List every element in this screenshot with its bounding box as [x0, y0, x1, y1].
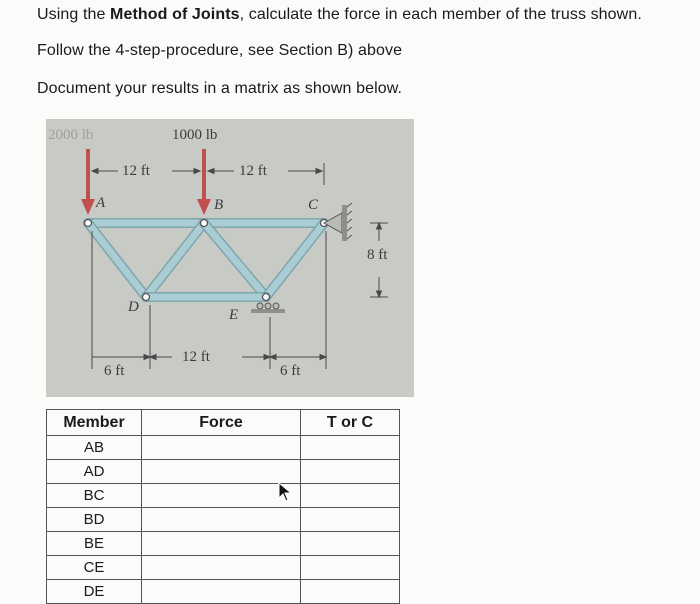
joint-d — [143, 294, 150, 301]
load-arrow-a — [81, 149, 95, 215]
t-or-c-cell[interactable] — [301, 556, 400, 580]
dim-label-bottom-left: 6 ft — [104, 363, 125, 379]
member-cell: BE — [47, 532, 142, 556]
member-cell: BC — [47, 484, 142, 508]
table-row — [47, 460, 400, 484]
node-label-e: E — [229, 307, 239, 323]
instruction-text: Using the — [37, 6, 111, 23]
t-or-c-cell[interactable] — [301, 484, 400, 508]
instruction-line-1 — [37, 6, 642, 24]
instruction-text: , calculate the force in each member of the truss shown. — [239, 6, 642, 23]
t-or-c-cell[interactable] — [301, 436, 400, 460]
dim-label-bc: 12 ft — [239, 163, 267, 179]
t-or-c-cell[interactable] — [301, 532, 400, 556]
member-cell: CE — [47, 556, 142, 580]
table-row — [47, 556, 400, 580]
table-row — [47, 532, 400, 556]
joint-e — [263, 294, 270, 301]
header-force: Force — [142, 410, 301, 436]
member-cell: AB — [47, 436, 142, 460]
joint-a — [85, 220, 92, 227]
member-cell: AD — [47, 460, 142, 484]
instruction-line-2: Follow the 4-step-procedure, see Section B) above — [37, 42, 403, 59]
support-c-pin — [324, 203, 352, 241]
force-cell[interactable] — [142, 460, 301, 484]
table-row — [47, 508, 400, 532]
dim-label-bottom-mid: 12 ft — [182, 349, 210, 365]
truss-diagram — [46, 119, 414, 397]
force-cell[interactable] — [142, 556, 301, 580]
results-table — [46, 409, 400, 604]
header-member: Member — [47, 410, 142, 436]
force-cell[interactable] — [142, 436, 301, 460]
force-cell[interactable] — [142, 508, 301, 532]
load-label-b: 1000 lb — [172, 127, 218, 143]
member-cell: BD — [47, 508, 142, 532]
truss-members — [88, 223, 324, 297]
instruction-bold-method: Method of Joints — [110, 6, 240, 23]
truss-figure — [46, 119, 414, 397]
t-or-c-cell[interactable] — [301, 580, 400, 604]
member-cell: DE — [47, 580, 142, 604]
instruction-line-3: Document your results in a matrix as shown below. — [37, 80, 403, 97]
load-arrow-b — [197, 149, 211, 215]
support-e-roller — [251, 303, 285, 313]
dim-label-bottom-right: 6 ft — [280, 363, 301, 379]
table-row — [47, 436, 400, 460]
t-or-c-cell[interactable] — [301, 460, 400, 484]
mouse-cursor-icon — [278, 482, 292, 502]
t-or-c-cell[interactable] — [301, 508, 400, 532]
node-label-c: C — [308, 197, 319, 213]
node-label-d: D — [128, 299, 139, 315]
table-header-row — [47, 410, 400, 436]
node-label-a: A — [96, 195, 106, 211]
load-label-a: 2000 lb — [48, 127, 94, 143]
dim-label-height: 8 ft — [367, 247, 388, 263]
dim-label-ab: 12 ft — [122, 163, 150, 179]
force-cell[interactable] — [142, 580, 301, 604]
joint-b — [201, 220, 208, 227]
node-label-b: B — [214, 197, 224, 213]
table-row — [47, 580, 400, 604]
header-t-or-c: T or C — [301, 410, 400, 436]
force-cell[interactable] — [142, 532, 301, 556]
table-row — [47, 484, 400, 508]
force-cell[interactable] — [142, 484, 301, 508]
